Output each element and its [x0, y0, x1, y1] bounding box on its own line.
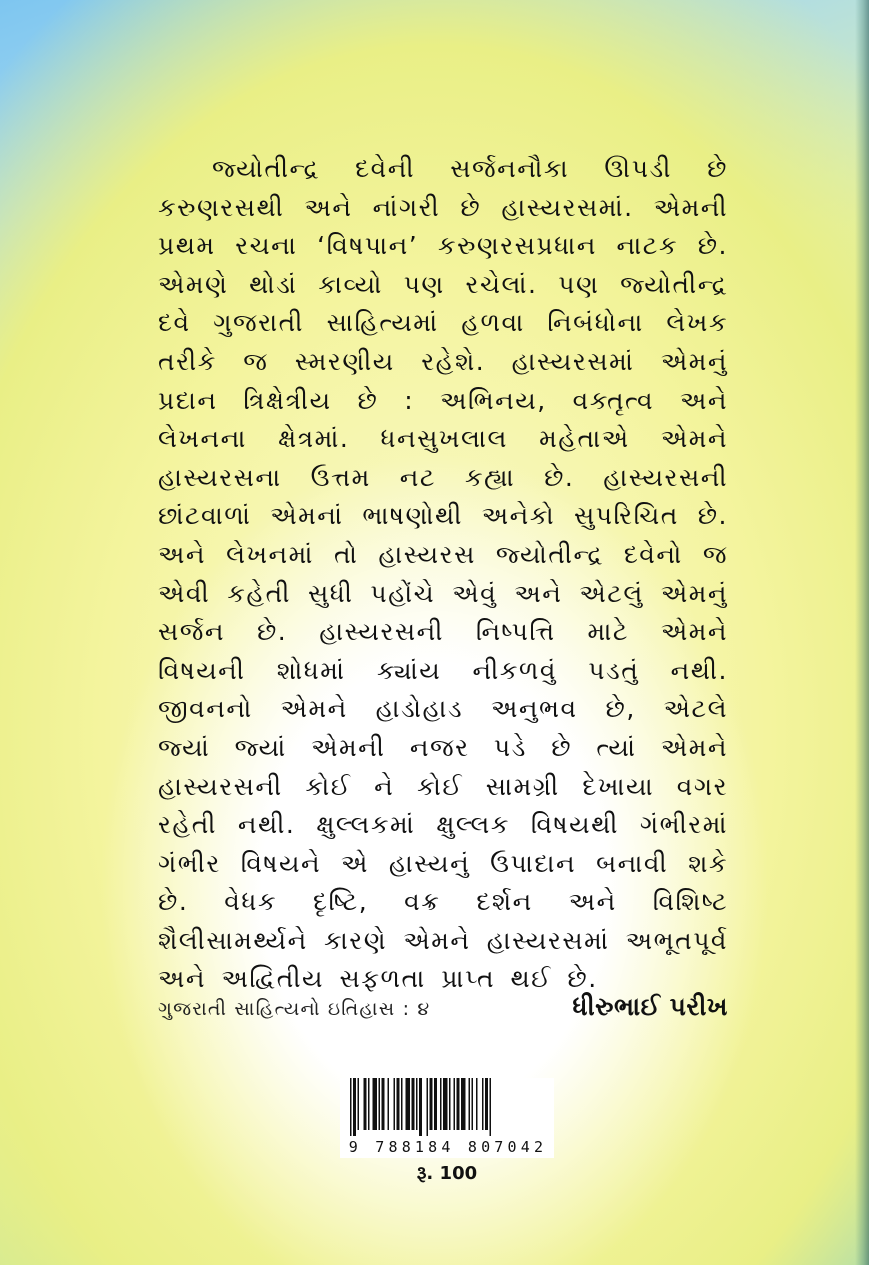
barcode-icon — [350, 1078, 544, 1136]
isbn-number: 9 788184 807042 — [348, 1138, 548, 1156]
isbn-barcode — [340, 1078, 554, 1158]
price-label: રૂ. 100 — [416, 1163, 478, 1184]
attribution-row — [158, 990, 728, 1030]
book-spine-edge — [855, 0, 869, 1265]
back-cover-blurb: જ્યોતીન્દ્ર દવેની સર્જનનૌકા ઊપડી છે કરુણરસથી અને નાંગરી છે હાસ્યરસમાં. એમની પ્રથમ રચના ‘વિષપાન’ કરુણરસપ્રધાન નાટક છે. એમણે થોડાં કાવ્યો પણ રચેલાં. પણ જ્યોતીન્દ્ર દવે ગુજરાતી સાહિત્યમાં હળવા નિબંધોના લેખક તરીકે જ સ્મરણીય રહેશે. હાસ્યરસમાં એમનું પ્રદાન ત્રિક્ષેત્રીય છે : અભિનય, વક્તૃત્વ અને લેખનના ક્ષેત્રમાં. ધનસુખલાલ મહેતાએ એમને હાસ્યરસના ઉત્તમ નટ કહ્યા છે. હાસ્યરસની છાંટવાળાં એમનાં ભાષણોથી અનેકો સુપરિચિત છે. અને લેખનમાં તો હાસ્યરસ જ્યોતીન્દ્ર દવેનો જ એવી કહેતી સુધી પહોંચે એવું અને એટલું એમનું સર્જન છે. હાસ્યરસની નિષ્પત્તિ માટે એમને વિષયની શોધમાં ક્યાંય નીકળવું પડતું નથી. જીવનનો એમને હાડોહાડ અનુભવ છે, એટલે જ્યાં જ્યાં એમની નજર પડે છે ત્યાં એમને હાસ્યરસની કોઈ ને કોઈ સામગ્રી દેખાયા વગર રહેતી નથી. ક્ષુલ્લકમાં ક્ષુલ્લક વિષયથી ગંભીરમાં ગંભીર વિષયને એ હાસ્યનું ઉપાદાન બનાવી શકે છે. વેધક દૃષ્ટિ, વક્ર દર્શન અને વિશિષ્ટ શૈલીસામર્થ્યને કારણે એમને હાસ્યરસમાં અભૂતપૂર્વ અને અદ્વિતીય સફળતા પ્રાપ્ત થઈ છે. — [158, 154, 728, 994]
source-title: ગુજરાતી સાહિત્યનો ઇતિહાસ : ૪ — [158, 998, 431, 1020]
author-name: ધીરુભાઈ પરીખ — [572, 992, 728, 1021]
